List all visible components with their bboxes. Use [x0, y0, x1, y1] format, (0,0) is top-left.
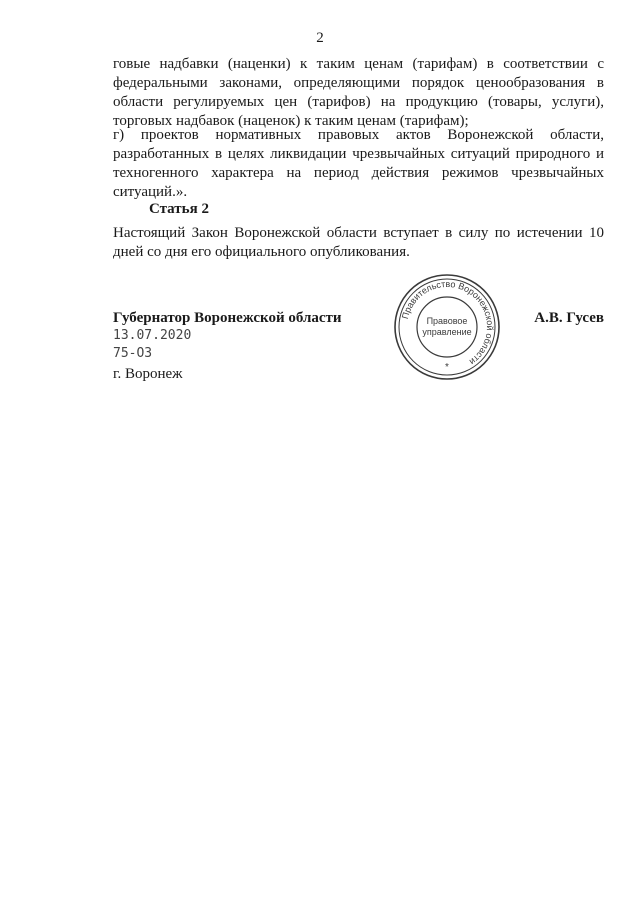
- law-number: 75-ОЗ: [113, 346, 153, 361]
- stamp-outer-text: Правительство Воронежской области: [399, 278, 496, 368]
- official-stamp: [392, 272, 502, 382]
- paragraph-item-g: г) проектов нормативных правовых актов Воронежской области, разработанных в целях ликвидации чрезвычайных ситуаций природного и техногенного характера на период действия режимов чрезвычайных ситуаций.».: [113, 127, 604, 200]
- governor-name: А.В. Гусев: [534, 310, 604, 326]
- stamp-inner-line-1: Правовое: [426, 316, 468, 326]
- governor-title: Губернатор Воронежской области: [113, 310, 342, 326]
- paragraph-continuation: говые надбавки (наценки) к таким ценам (тарифам) в соответствии с федеральными законами, определяющими порядок ценообразования в области регулируемых цен (тарифов) на продукцию (товары, услуги), торговых надбавок (наценок) к таким ценам (тарифам);: [113, 56, 604, 129]
- signing-date: 13.07.2020: [113, 328, 192, 343]
- stamp-inner-line-2: управление: [422, 327, 472, 337]
- stamp-star: *: [445, 362, 449, 373]
- page-number: 2: [316, 30, 324, 46]
- article-2-text: Настоящий Закон Воронежской области вступает в силу по истечении 10 дней со дня его официального опубликования.: [113, 225, 604, 260]
- stamp-seal-icon: [392, 272, 502, 382]
- signing-city: г. Воронеж: [113, 366, 183, 382]
- article-2-heading: Статья 2: [149, 201, 209, 217]
